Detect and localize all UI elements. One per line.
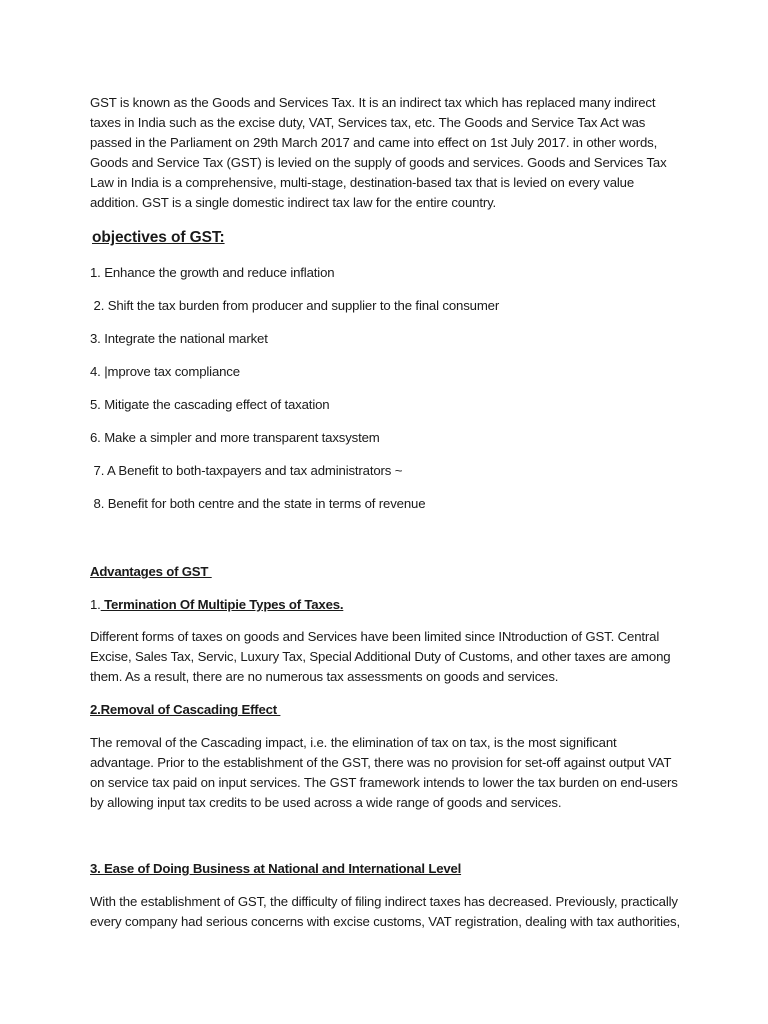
advantage-1-number: 1. xyxy=(90,597,101,612)
advantage-1-title: Termination Of Multipie Types of Taxes. xyxy=(100,597,344,612)
advantage-2-heading: 2.Removal of Cascading Effect xyxy=(90,702,281,717)
advantage-3-heading: 3. Ease of Doing Business at National and International Level xyxy=(90,861,462,876)
advantage-1-body: Different forms of taxes on goods and Services have been limited since INtroduction of GST. Central Excise, Sales Tax, Servic, Luxury Tax, Special Additional Duty of Customs, and other taxes are among them. As a result, there are no numerous tax assessments on goods and services. xyxy=(90,629,671,684)
objective-item-3: 3. Integrate the national market xyxy=(90,331,268,346)
intro-paragraph: GST is known as the Goods and Services Tax. It is an indirect tax which has replaced many indirect taxes in India such as the excise duty, VAT, Services tax, etc. The Goods and Service Tax Act was passed in the Parliament on 29th March 2017 and came into effect on 1st July 2017. in other words, Goods and Service Tax (GST) is levied on the supply of goods and services. Goods and Services Tax Law in India is a comprehensive, multi-stage, destination-based tax that is levied on every value addition. GST is a single domestic indirect tax law for the entire country. xyxy=(90,95,667,210)
objective-item-2: 2. Shift the tax burden from producer and supplier to the final consumer xyxy=(90,298,500,313)
advantage-1-heading xyxy=(90,595,682,615)
advantage-3-body: With the establishment of GST, the difficulty of filing indirect taxes has decreased. Previously, practically every company had serious concerns with excise customs, VAT registration, dealing with tax authorities, xyxy=(90,894,680,929)
advantages-heading: Advantages of GST xyxy=(90,564,212,579)
objective-item-8: 8. Benefit for both centre and the state in terms of revenue xyxy=(90,496,426,511)
objective-item-6: 6. Make a simpler and more transparent taxsystem xyxy=(90,430,380,445)
objective-item-5: 5. Mitigate the cascading effect of taxation xyxy=(90,397,330,412)
objective-item-1: 1. Enhance the growth and reduce inflation xyxy=(90,265,335,280)
objective-item-4: 4. |mprove tax compliance xyxy=(90,364,240,379)
objectives-heading: objectives of GST: xyxy=(92,229,225,246)
objective-item-7: 7. A Benefit to both-taxpayers and tax administrators ~ xyxy=(90,463,403,478)
advantage-2-body: The removal of the Cascading impact, i.e. the elimination of tax on tax, is the most significant advantage. Prior to the establishment of the GST, there was no provision for set-off against output VAT on service tax paid on input services. The GST framework intends to lower the tax burden on end-users by allowing input tax credits to be used across a wide range of goods and services. xyxy=(90,735,678,810)
